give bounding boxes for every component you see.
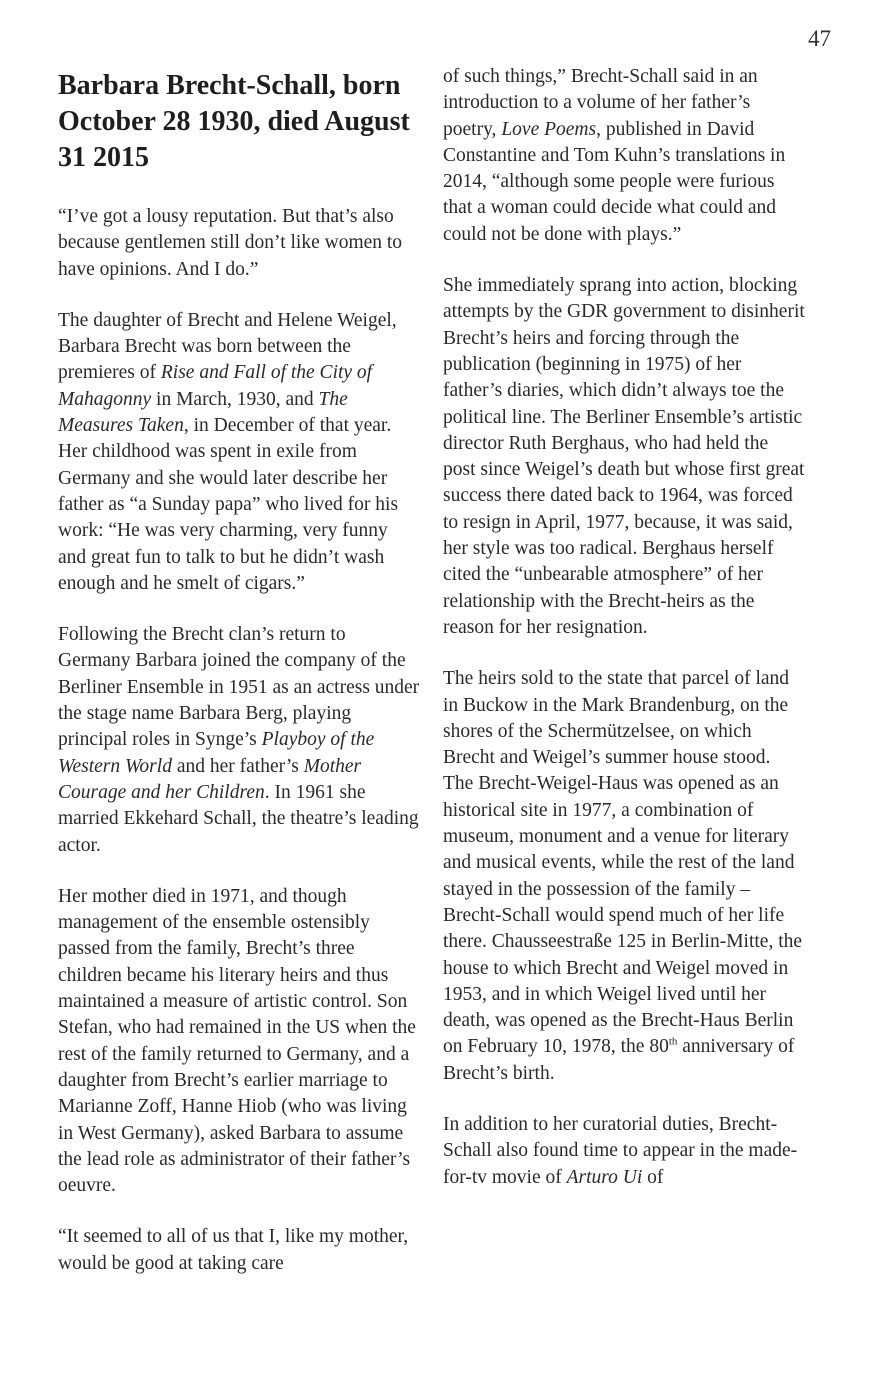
paragraph-action: She immediately sprang into action, blocking attempts by the GDR government to disinherit Brecht’s heirs and forcing through the publication (beginning in 1975) of her father’s diaries, which didn’t always toe the political line. The Berliner Ensemble’s artistic director Ruth Berghaus, who had held the post since Weigel’s death but whose first great success there dated back to 1964, was forced to resign in April, 1977, because, it was said, her style was too radical. Berghaus herself cited the “unbearable atmosphere” of her relationship with the Brecht-heirs as the reason for her resignation. — [443, 275, 805, 638]
text-run: in March, 1930, and — [151, 388, 319, 410]
paragraph-curatorial — [443, 1112, 805, 1191]
work-title: The Measures Taken — [58, 388, 348, 437]
paragraph-quote-start — [58, 1224, 420, 1277]
work-title: Arturo Ui — [566, 1166, 643, 1188]
paragraph-return — [58, 622, 420, 859]
text-run: The heirs sold to the state that parcel of land in Buckow in the Mark Brandenburg, on the shores of the Schermützelsee, on which Brecht and Weigel’s summer house stood. The Brecht-Weigel-Haus was opened as an historical site in 1977, a combination of museum, monument and a venue for literary and musical events, while the rest of the land stayed in the possession of the family – Brecht-Schall would spend much of her life there. Chausseestraße 125 in Berlin-Mitte, the house to which Brecht and Weigel moved in 1953, and in which Weigel lived until her death, was opened as the Brecht-Haus Berlin on February 10, 1978, the 80 — [443, 668, 803, 1058]
text-run: In addition to her curatorial duties, Brecht-Schall also found time to appear in the made-for-tv movie of — [443, 1113, 798, 1188]
work-title: Love Poems — [501, 118, 597, 140]
text-run: anniversary of Brecht’s birth. — [443, 1036, 795, 1084]
text-run: Following the Brecht clan’s return to Germany Barbara joined the company of the Berliner Ensemble in 1951 as an actress under the stage name Barbara Berg, playing principal roles in Synge’s — [58, 624, 420, 751]
article-title: Barbara Brecht-Schall, born October 28 1930, died August 31 2015 — [58, 70, 410, 173]
left-column — [58, 64, 420, 1302]
paragraph-buckow — [443, 666, 805, 1087]
paragraph-heirs: Her mother died in 1971, and though management of the ensemble ostensibly passed from the family, Brecht’s three children became his literary heirs and thus maintained a measure of artistic control. Son Stefan, who had remained in the US when the rest of the family returned to Germany, and a daughter from Brecht’s earlier marriage to Marianne Zoff, Hanne Hiob (who was living in West Germany), asked Barbara to assume the lead role as administrator of their father’s oeuvre. — [58, 885, 416, 1197]
text-run: of — [642, 1166, 664, 1188]
text-run: , in December of that year. Her childhood was spent in exile from Germany and she would later describe her father as “a Sunday papa” who lived for his work: “He was very charming, very funny and great fun to talk to but he didn’t wash enough and he smelt of cigars.” — [58, 415, 399, 594]
work-title: Playboy of the Western World — [58, 729, 375, 777]
work-title: Mother Courage and her Children — [58, 755, 362, 803]
text-run: “It seemed to all of us that I, like my mother, would be good at taking care — [58, 1226, 409, 1274]
text-run: of such things,” Brecht-Schall said in an introduction to a volume of her father’s poetry, — [443, 66, 758, 140]
right-column — [443, 64, 805, 1216]
paragraph-daughter — [58, 308, 420, 597]
ordinal-suffix: th — [668, 1035, 678, 1048]
opening-quote: “I’ve got a lousy reputation. But that’s also because gentlemen still don’t like women to have opinions. And I do.” — [58, 206, 403, 280]
work-title: Rise and Fall of the City of Mahagonny — [58, 362, 373, 410]
paragraph-quote-continued — [443, 64, 805, 248]
text-run: and her father’s — [171, 755, 304, 777]
text-run: , published in David Constantine and Tom Kuhn’s translations in 2014, “although some people were furious that a woman could decide what could and could not be done with plays.” — [443, 118, 786, 245]
page-number: 47 — [808, 26, 831, 51]
text-run: The daughter of Brecht and Helene Weigel, Barbara Brecht was born between the premieres of — [58, 309, 397, 384]
text-run: . In 1961 she married Ekkehard Schall, the theatre’s leading actor. — [58, 781, 419, 856]
